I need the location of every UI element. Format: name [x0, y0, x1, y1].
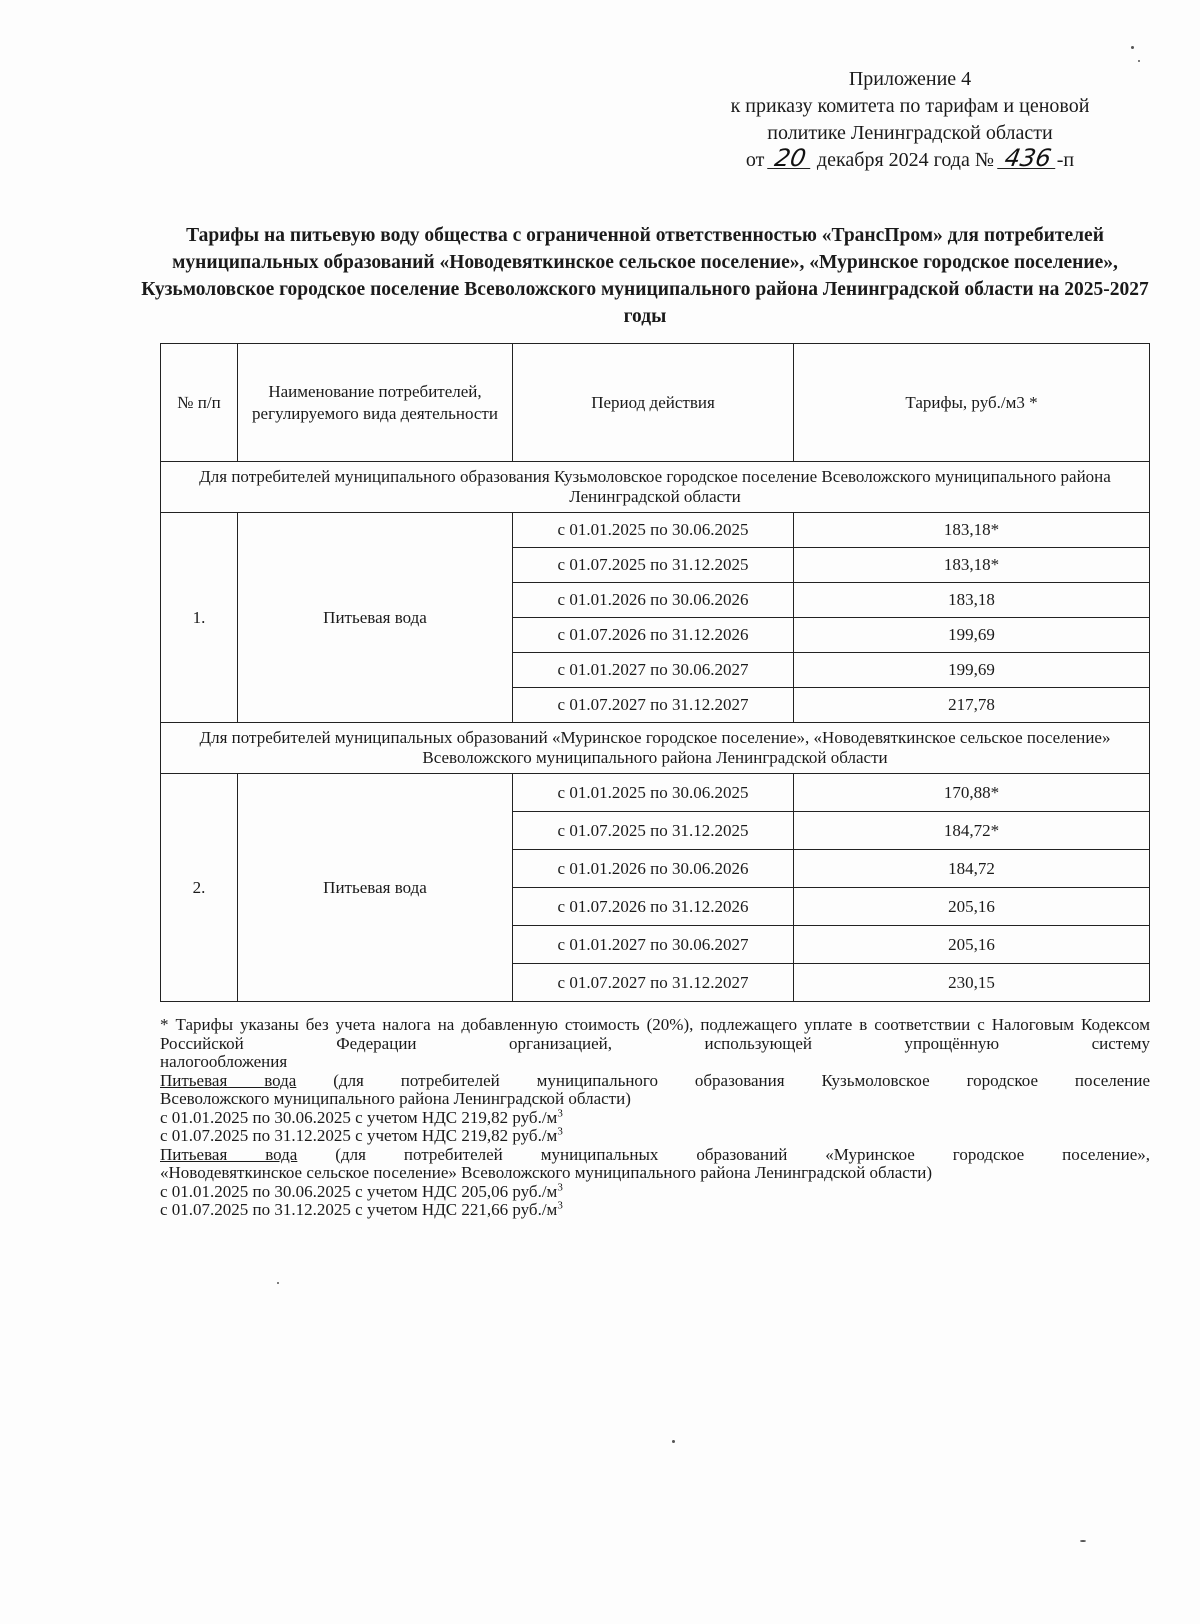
appendix-line-3: политике Ленинградской области	[767, 122, 1053, 144]
tariff-cell: 199,69	[794, 618, 1150, 653]
service-name-2: Питьевая вода	[238, 774, 513, 1002]
appendix-header	[670, 66, 1150, 174]
scan-speck	[672, 1440, 675, 1443]
tariff-cell: 183,18*	[794, 548, 1150, 583]
tariff-cell: 183,18	[794, 583, 1150, 618]
period-cell: с 01.07.2027 по 31.12.2027	[513, 964, 794, 1002]
period-cell: с 01.01.2026 по 30.06.2026	[513, 583, 794, 618]
tariff-cell: 205,16	[794, 888, 1150, 926]
header-period: Период действия	[513, 344, 794, 462]
table-row	[161, 774, 1150, 812]
period-cell: с 01.07.2025 по 31.12.2025	[513, 812, 794, 850]
water-note-1-text: (для потребителей муниципального образования Кузьмоловское городское поселение	[333, 1070, 1151, 1090]
tariff-cell: 217,78	[794, 688, 1150, 723]
date-prefix: от	[745, 149, 765, 171]
row-number-2: 2.	[161, 774, 238, 1002]
period-cell: с 01.07.2026 по 31.12.2026	[513, 618, 794, 653]
water-note-2-text-end: «Новодевяткинское сельское поселение» Всеволожского муниципального района Ленинградской области)	[160, 1163, 933, 1182]
water-note-2-line	[160, 1180, 1150, 1202]
period-cell: с 01.07.2027 по 31.12.2027	[513, 688, 794, 723]
service-name-1: Питьевая вода	[238, 513, 513, 723]
period-cell: с 01.01.2027 по 30.06.2027	[513, 926, 794, 964]
document-title: Тарифы на питьевую воду общества с ограниченной ответственностью «ТрансПром» для потребителей муниципальных образований «Новодевяткинское сельское поселение», «Муринское городское поселение», Кузьмоловское городское поселение Всеволожского муниципального района Ленинградской области на 2025-2027 годы	[141, 225, 1149, 327]
scan-speck	[1138, 60, 1140, 62]
scan-speck	[277, 1282, 279, 1284]
appendix-line-1: Приложение 4	[848, 68, 972, 90]
period-cell: с 01.01.2027 по 30.06.2027	[513, 653, 794, 688]
water-note-2-label: Питьевая вода	[160, 1144, 298, 1164]
tariff-cell: 230,15	[794, 964, 1150, 1002]
period-cell: с 01.01.2026 по 30.06.2026	[513, 850, 794, 888]
notes-section	[160, 1016, 1150, 1220]
date-middle: декабря 2024 года №	[816, 149, 994, 171]
water-note-1-heading	[160, 1072, 1150, 1091]
water-note-1-line-1: с 01.01.2025 по 30.06.2025 с учетом НДС 219,82 руб./м	[160, 1107, 558, 1127]
order-suffix: -п	[1056, 149, 1075, 171]
water-note-2-line-2: с 01.07.2025 по 31.12.2025 с учетом НДС 221,66 руб./м	[160, 1200, 558, 1219]
water-note-1-text-end: Всеволожского муниципального района Ленинградской области)	[160, 1089, 631, 1108]
tariff-cell: 183,18*	[794, 513, 1150, 548]
scan-speck	[1080, 1540, 1086, 1542]
appendix-line-2: к приказу комитета по тарифам и ценовой	[730, 95, 1090, 117]
scan-speck	[1131, 46, 1134, 49]
water-note-1-line	[160, 1127, 1150, 1146]
tariff-cell: 184,72	[794, 850, 1150, 888]
section-title-1: Для потребителей муниципального образования Кузьмоловское городское поселение Всеволожского муниципального района Ленинградской области	[161, 462, 1150, 513]
superscript: 3	[557, 1106, 563, 1119]
water-note-2-line-1: с 01.01.2025 по 30.06.2025 с учетом НДС 205,06 руб./м	[160, 1181, 558, 1201]
tariff-cell: 199,69	[794, 653, 1150, 688]
water-note-2-text: (для потребителей муниципальных образований «Муринское городское поселение»,	[335, 1144, 1150, 1164]
superscript: 3	[557, 1180, 563, 1193]
table-row	[161, 513, 1150, 548]
tariff-cell: 205,16	[794, 926, 1150, 964]
period-cell: с 01.01.2025 по 30.06.2025	[513, 774, 794, 812]
water-note-2-line	[160, 1201, 1150, 1220]
footnote-text: * Тарифы указаны без учета налога на добавленную стоимость (20%), подлежащего уплате в соответствии с Налоговым Кодексом Российской Федерации организацией, использующей упрощённую систему	[160, 1015, 1150, 1053]
footnote-text-end: налогообложения	[160, 1052, 288, 1071]
tariff-cell: 170,88*	[794, 774, 1150, 812]
header-tariff: Тарифы, руб./м3 *	[794, 344, 1150, 462]
header-num: № п/п	[161, 344, 238, 462]
table-header-row	[161, 344, 1150, 462]
header-name: Наименование потребителей, регулируемого вида деятельности	[238, 344, 513, 462]
group-2-body	[161, 774, 1150, 1002]
section-title-2: Для потребителей муниципальных образований «Муринское городское поселение», «Новодевяткинское сельское поселение» Всеволожского муниципального района Ленинградской области	[161, 723, 1150, 774]
superscript: 3	[557, 1125, 563, 1138]
period-cell: с 01.01.2025 по 30.06.2025	[513, 513, 794, 548]
tariff-table	[160, 343, 1150, 1002]
row-number-1: 1.	[161, 513, 238, 723]
handwritten-order-number: 436	[997, 148, 1059, 169]
section-row-2	[161, 723, 1150, 774]
appendix-line-4	[670, 144, 1150, 174]
handwritten-day: 20	[768, 148, 814, 169]
period-cell: с 01.07.2026 по 31.12.2026	[513, 888, 794, 926]
water-note-1-line	[160, 1106, 1150, 1128]
superscript: 3	[557, 1199, 563, 1212]
tariff-cell: 184,72*	[794, 812, 1150, 850]
water-note-1-line-2: с 01.07.2025 по 31.12.2025 с учетом НДС 219,82 руб./м	[160, 1126, 558, 1145]
water-note-1-label: Питьевая вода	[160, 1070, 297, 1090]
period-cell: с 01.07.2025 по 31.12.2025	[513, 548, 794, 583]
water-note-2-heading	[160, 1146, 1150, 1165]
section-row-1	[161, 462, 1150, 513]
